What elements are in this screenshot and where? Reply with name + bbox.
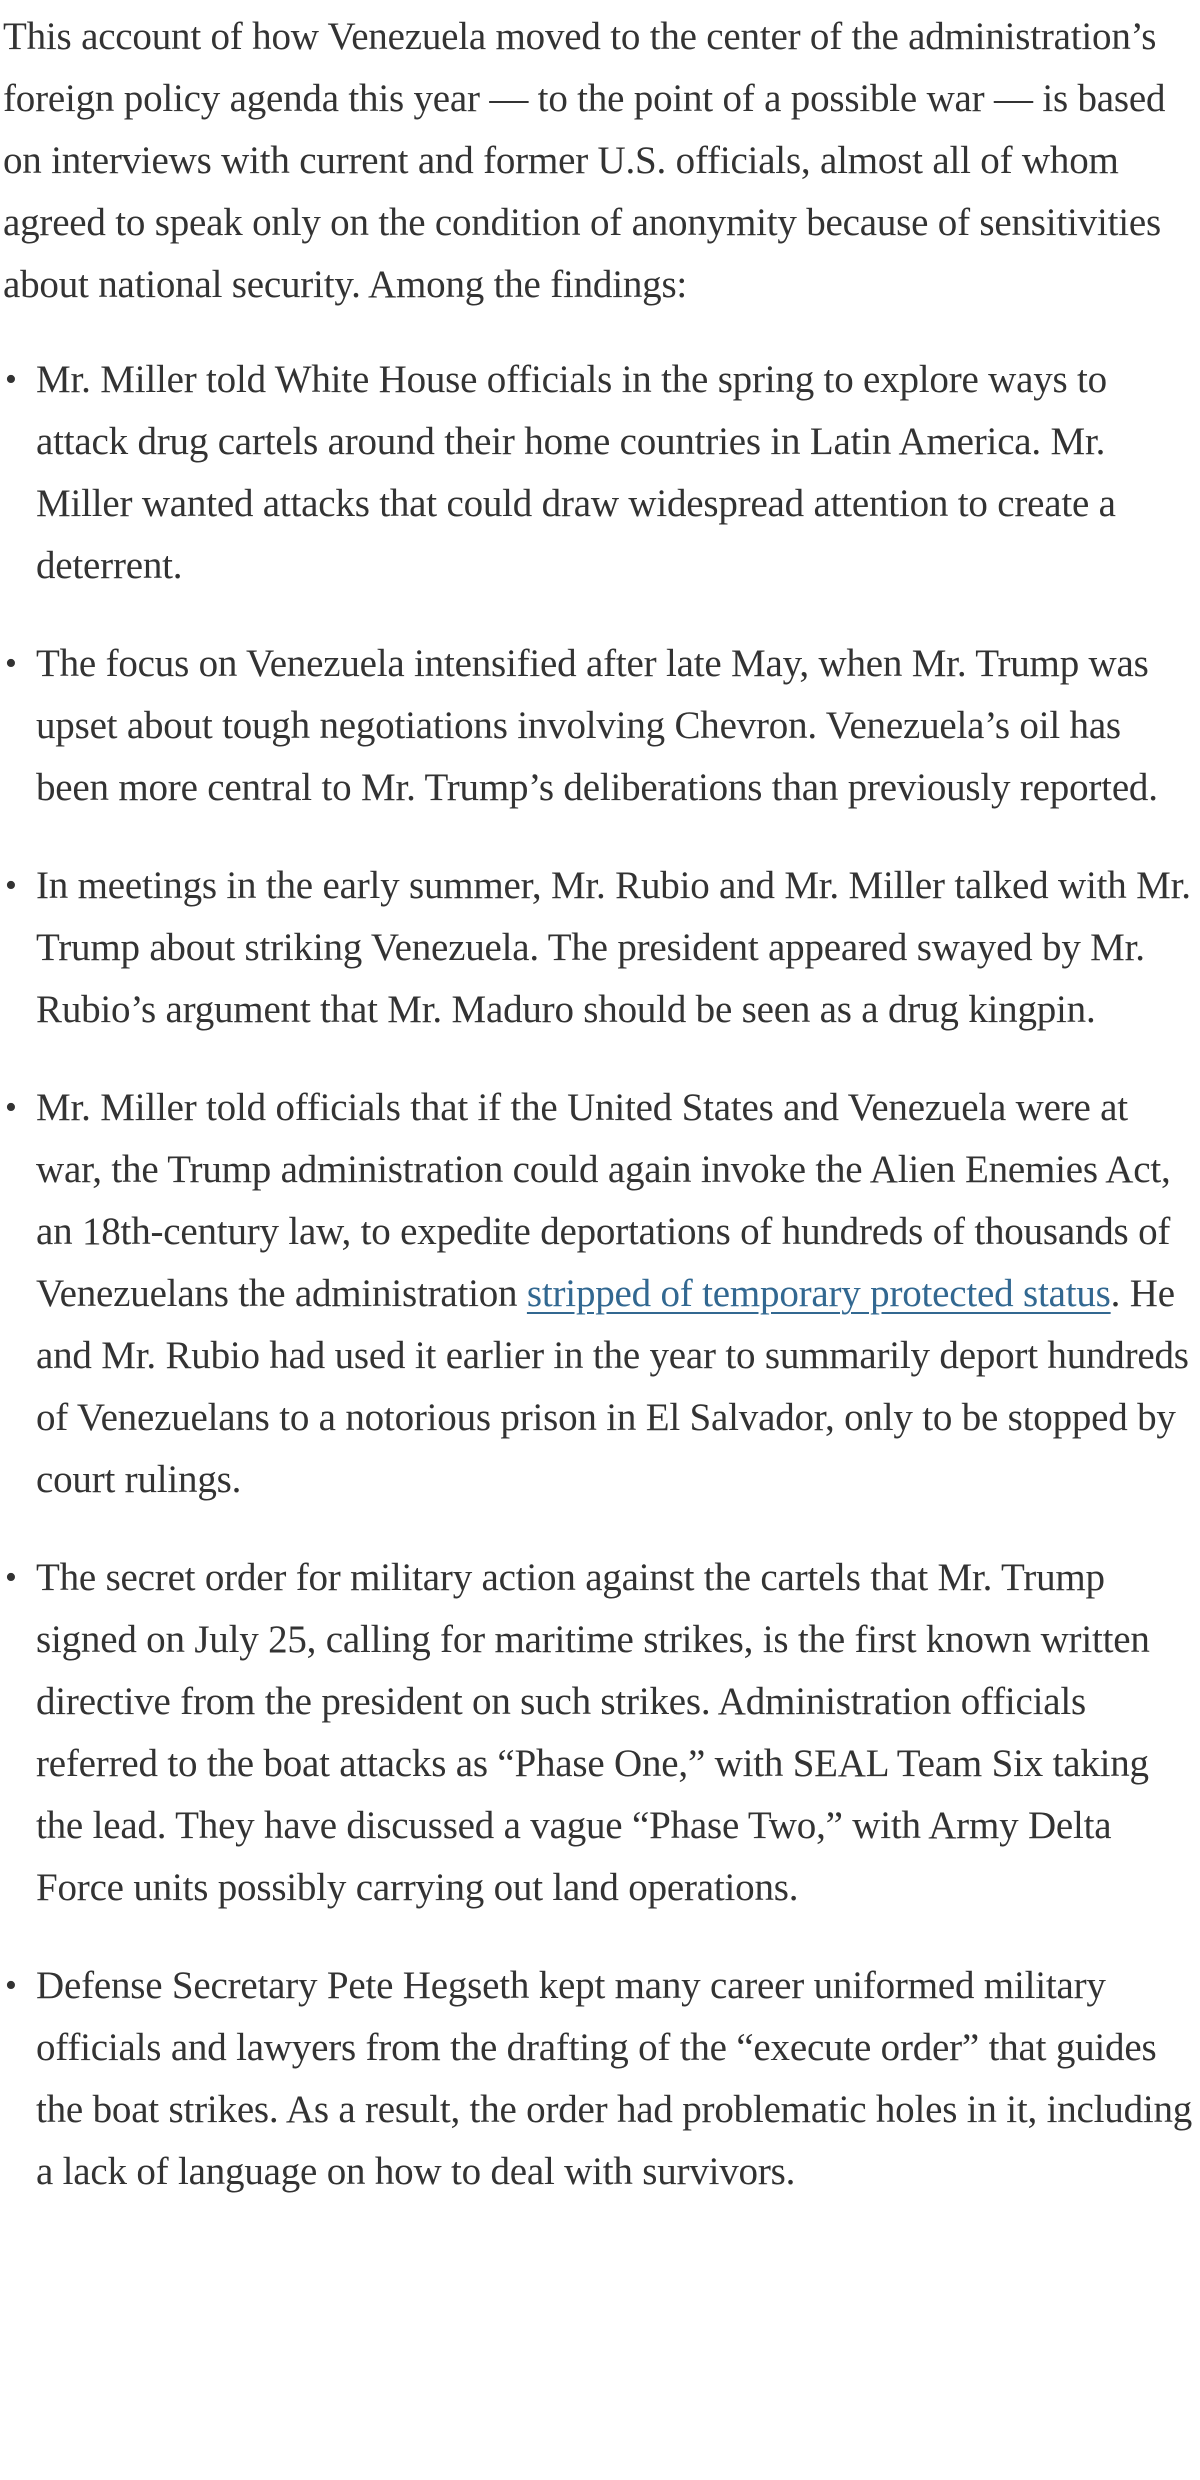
list-item-text xyxy=(36,1556,1150,1909)
bullet-marker-icon: • xyxy=(5,361,17,398)
inline-link[interactable]: stripped of temporary protected status xyxy=(526,1272,1111,1315)
text-segment: The secret order for military action against the cartels that Mr. Trump signed on July 25, calling for maritime strikes, is the first known written directive from the president on such strikes. Administration officials referred to the boat attacks as “Phase One,” with SEAL Team Six taking the lead. They have discussed a vague “Phase Two,” with Army Delta Force units possibly carrying out land operations. xyxy=(36,1556,1150,1909)
findings-list xyxy=(3,349,1200,2203)
list-item xyxy=(3,1077,1200,1511)
list-item xyxy=(3,1547,1200,1919)
list-item-text xyxy=(36,1964,1192,2193)
list-item xyxy=(3,1955,1200,2203)
bullet-marker-icon: • xyxy=(5,645,17,682)
text-segment: In meetings in the early summer, Mr. Rubio and Mr. Miller talked with Mr. Trump about striking Venezuela. The president appeared swayed by Mr. Rubio’s argument that Mr. Maduro should be seen as a drug kingpin. xyxy=(36,864,1191,1031)
bullet-marker-icon: • xyxy=(5,1967,17,2004)
intro-paragraph: This account of how Venezuela moved to the center of the administration’s foreign policy agenda this year — to the point of a possible war — is based on interviews with current and former U.S. officials, almost all of whom agreed to speak only on the condition of anonymity because of sensitivities about national security. Among the findings: xyxy=(3,15,1166,306)
bullet-marker-icon: • xyxy=(5,1559,17,1596)
text-segment: Defense Secretary Pete Hegseth kept many career uniformed military officials and lawyers from the drafting of the “execute order” that guides the boat strikes. As a result, the order had problematic holes in it, including a lack of language on how to deal with survivors. xyxy=(36,1964,1193,2193)
text-segment: Mr. Miller told White House officials in the spring to explore ways to attack drug cartels around their home countries in Latin America. Mr. Miller wanted attacks that could draw widespread attention to create a deterrent. xyxy=(36,358,1116,587)
list-item-text xyxy=(36,642,1158,809)
text-segment: The focus on Venezuela intensified after late May, when Mr. Trump was upset about tough negotiations involving Chevron. Venezuela’s oil has been more central to Mr. Trump’s deliberations than previously reported. xyxy=(36,642,1158,809)
list-item xyxy=(3,633,1200,819)
list-item xyxy=(3,855,1200,1041)
list-item-text xyxy=(36,1086,1189,1501)
text-segment: Mr. Miller told officials that if the United States and Venezuela were at war, the Trump administration could again invoke the Alien Enemies Act, an 18th-century law, to expedite deportations of hundreds of thousands of Venezuelans the administration xyxy=(36,1086,1171,1315)
bullet-marker-icon: • xyxy=(5,1089,17,1126)
list-item-text xyxy=(36,864,1191,1031)
list-item xyxy=(3,349,1200,597)
bullet-marker-icon: • xyxy=(5,867,17,904)
text-segment: . He and Mr. Rubio had used it earlier in the year to summarily deport hundreds of Venezuelans to a notorious prison in El Salvador, only to be stopped by court rulings. xyxy=(36,1272,1189,1501)
list-item-text xyxy=(36,358,1116,587)
